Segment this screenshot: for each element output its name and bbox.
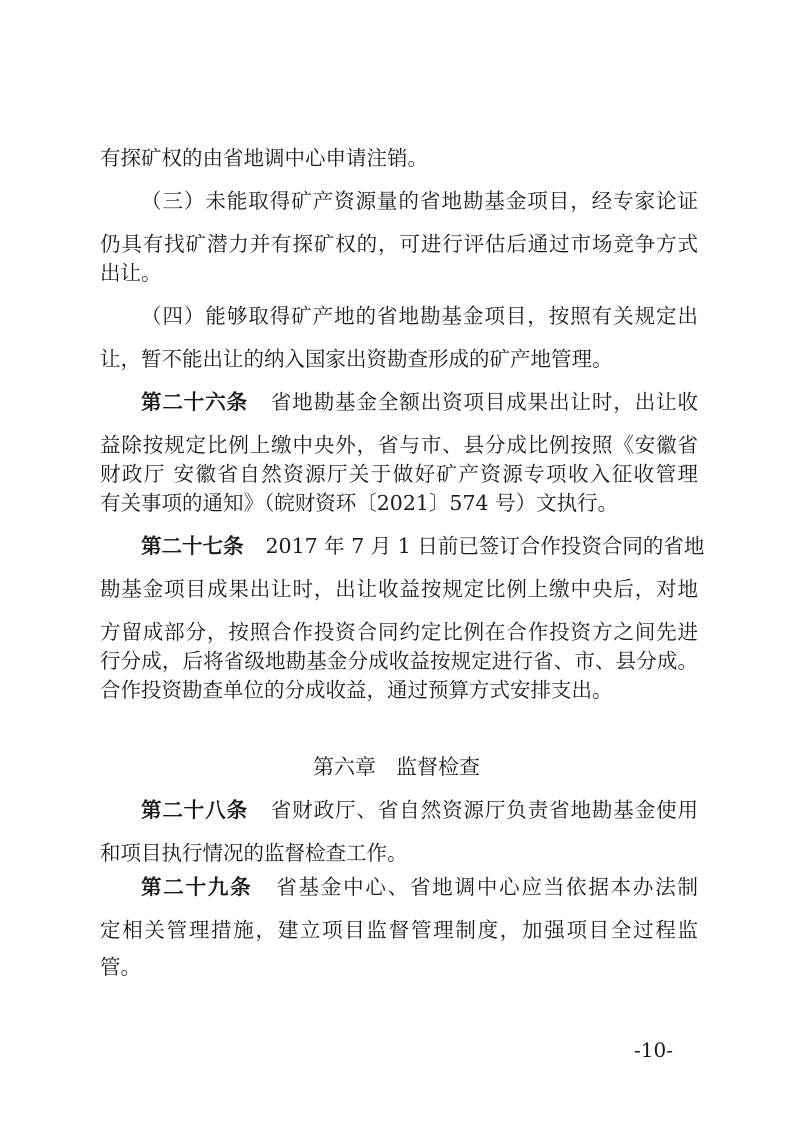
paragraph-line: 出让。 (100, 261, 162, 285)
chapter-heading (0, 752, 793, 782)
paragraph-line: 合作投资勘查单位的分成收益，通过预算方式安排支出。 (100, 678, 613, 702)
chapter-title: 监督检查 (396, 755, 480, 779)
page-number: -10- (634, 1038, 673, 1062)
article-28-first-line (141, 795, 698, 825)
article-29-text: 省基金中心、省地调中心应当依据本办法制 (274, 875, 699, 899)
paragraph-line: 行分成，后将省级地勘基金分成收益按规定进行省、市、县分成。 (100, 649, 698, 673)
paragraph-line: 和项目执行情况的监督检查工作。 (100, 841, 408, 865)
paragraph-line: 财政厅 安徽省自然资源厅关于做好矿产资源专项收入征收管理 (100, 462, 698, 486)
article-29-title: 第二十九条 (141, 875, 253, 899)
article-26-text: 省地勘基金全额出资项目成果出让时，出让收 (270, 390, 698, 414)
paragraph-line: 益除按规定比例上缴中央外，省与市、县分成比例按照《安徽省 (100, 433, 698, 457)
paragraph-line: 有探矿权的由省地调中心申请注销。 (100, 146, 428, 170)
paragraph-line: 有关事项的通知》（皖财资环〔2021〕574 号）文执行。 (100, 491, 619, 515)
paragraph-line: （四）能够取得矿产地的省地勘基金项目，按照有关规定出 (141, 304, 698, 328)
article-28-title: 第二十八条 (141, 798, 248, 822)
chapter-number: 第六章 (313, 755, 376, 779)
article-28-text: 省财政厅、省自然资源厅负责省地勘基金使用 (270, 798, 698, 822)
paragraph-line: 仍具有找矿潜力并有探矿权的，可进行评估后通过市场竞争方式 (100, 232, 698, 256)
paragraph-line: 让，暂不能出让的纳入国家出资勘查形成的矿产地管理。 (100, 347, 613, 371)
paragraph-line: 勘基金项目成果出让时，出让收益按规定比例上缴中央后，对地 (100, 577, 698, 601)
paragraph-line: 管。 (100, 955, 141, 979)
paragraph-line: （三）未能取得矿产资源量的省地勘基金项目，经专家论证 (141, 189, 698, 213)
article-27-text: 2017 年 7 月 1 日前已签订合作投资合同的省地 (265, 534, 705, 558)
paragraph-line: 定相关管理措施，建立项目监督管理制度，加强项目全过程监 (100, 918, 698, 942)
article-29-first-line (141, 872, 698, 902)
paragraph-line: 方留成部分，按照合作投资合同约定比例在合作投资方之间先进 (100, 620, 698, 644)
article-27-first-line (141, 531, 705, 561)
article-26-first-line (141, 387, 698, 417)
article-27-title: 第二十七条 (141, 534, 244, 558)
article-26-title: 第二十六条 (141, 390, 248, 414)
